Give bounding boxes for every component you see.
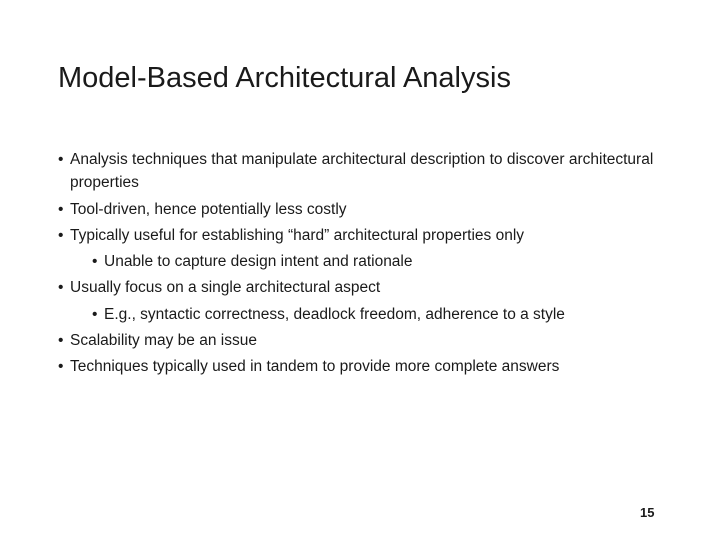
bullet-item: • Scalability may be an issue [58, 329, 678, 352]
bullet-item: • Tool-driven, hence potentially less costly [58, 198, 678, 221]
sub-bullet-item: • E.g., syntactic correctness, deadlock freedom, adherence to a style [92, 303, 678, 326]
bullet-item: • Techniques typically used in tandem to provide more complete answers [58, 355, 678, 378]
sub-bullet-item: • Unable to capture design intent and rationale [92, 250, 678, 273]
bullet-item: • Analysis techniques that manipulate architectural description to discover architectural properties [58, 148, 678, 195]
slide-title: Model-Based Architectural Analysis [58, 62, 511, 94]
bullet-item: • Typically useful for establishing “hard” architectural properties only [58, 224, 678, 247]
page-number: 15 [640, 505, 655, 520]
bullet-item: • Usually focus on a single architectural aspect [58, 276, 678, 299]
bullet-list [58, 148, 678, 381]
